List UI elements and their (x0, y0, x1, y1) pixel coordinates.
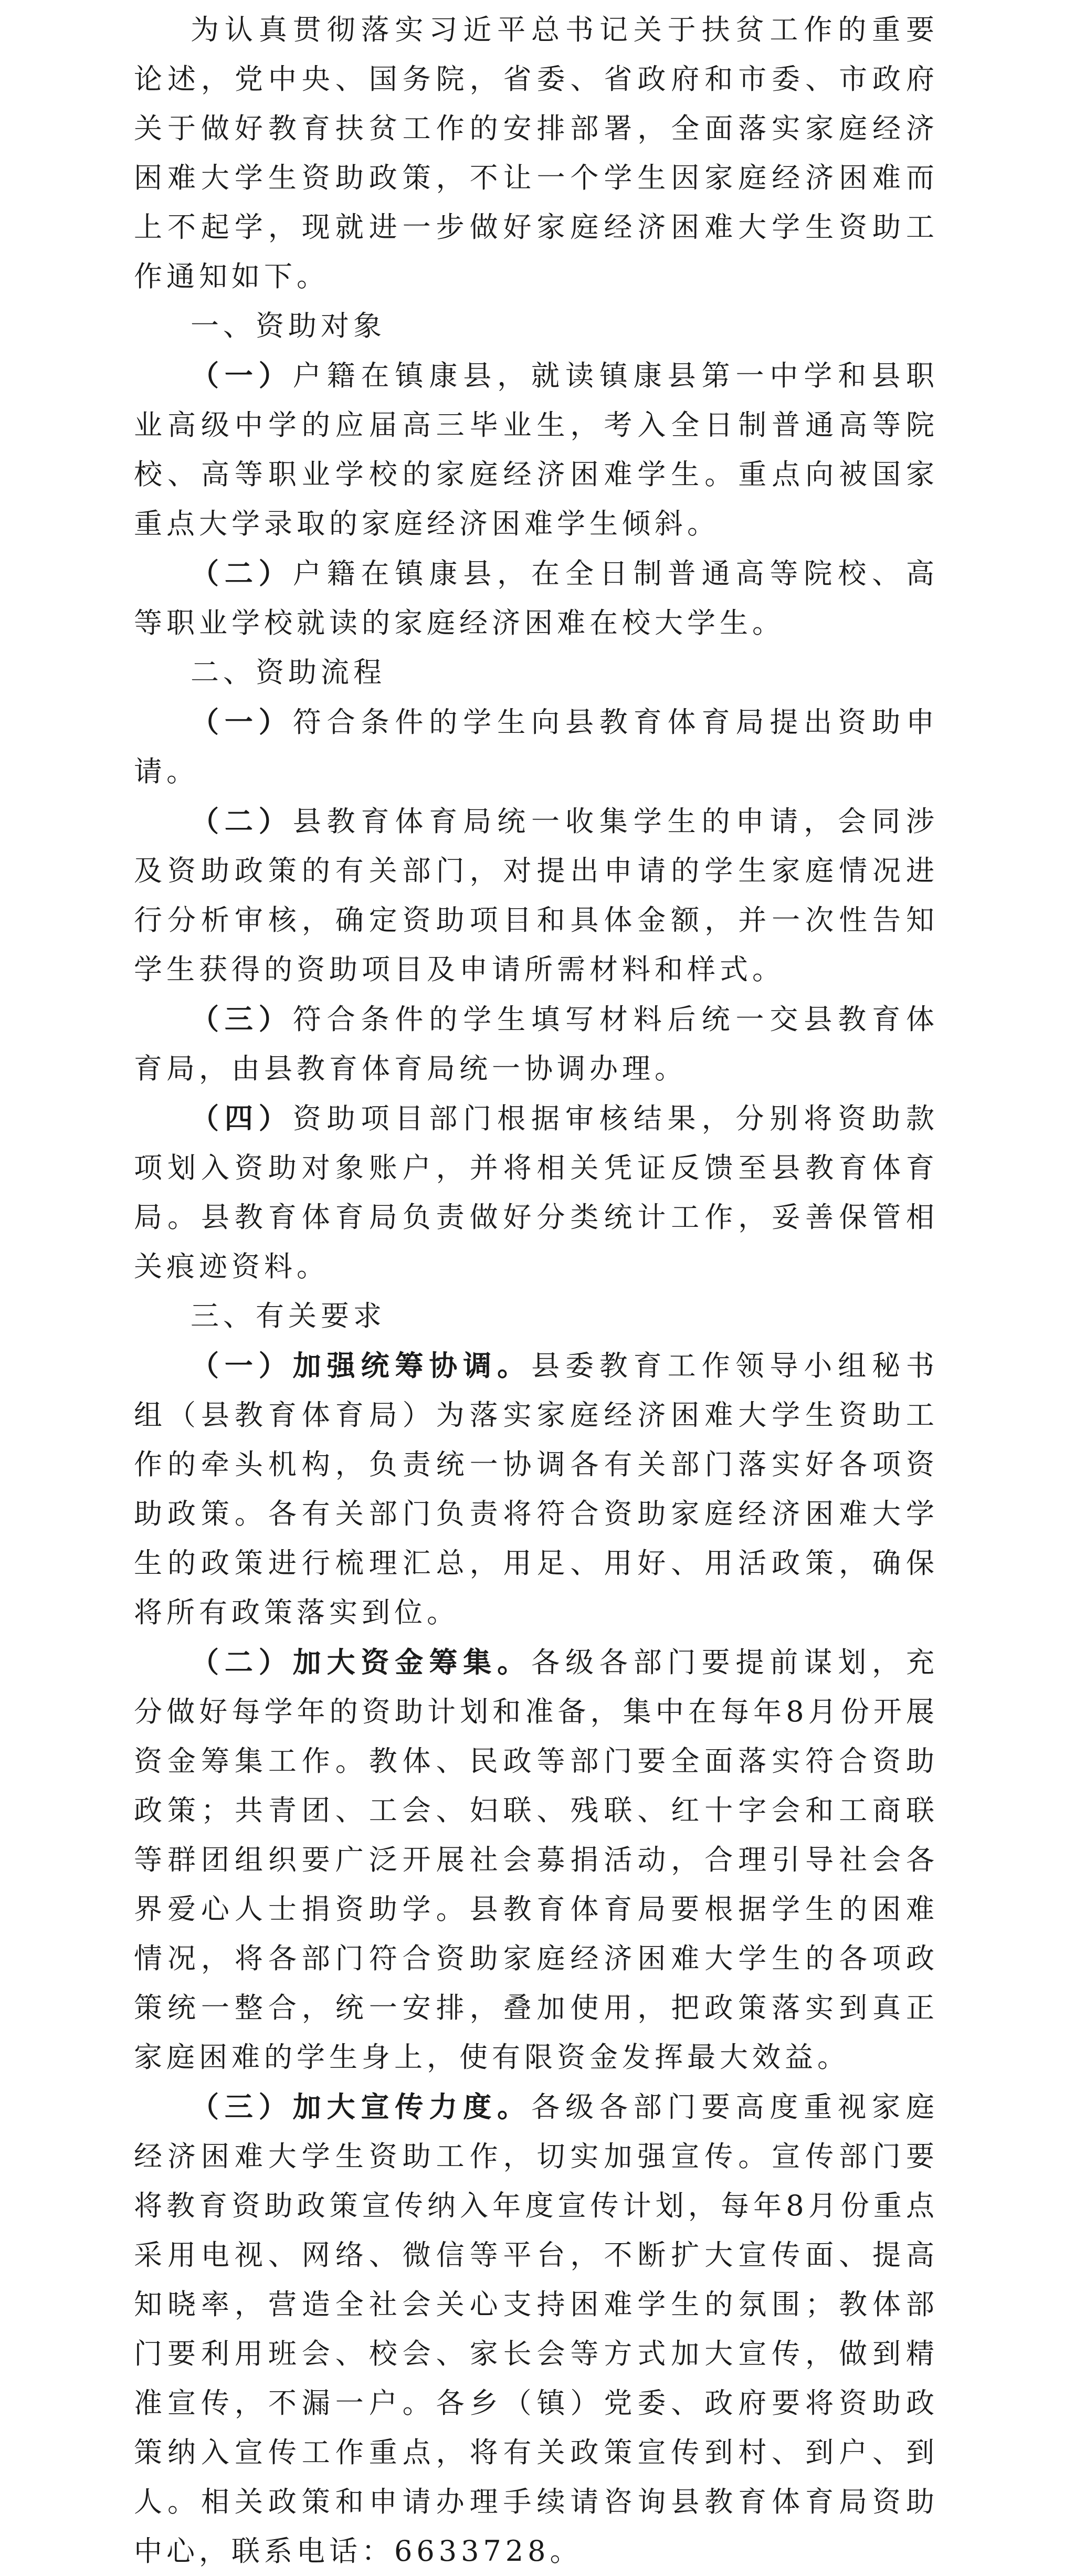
item-label: （二） (191, 1645, 293, 1679)
item-label: （一） (191, 1349, 293, 1382)
item-label: （一） (191, 359, 293, 392)
item-text: 各级各部门要提前谋划，充分做好每学年的资助计划和准备，集中在每年8月份开展资金筹集工作。教体、民政等部门要全面落实符合资助政策；共青团、工会、妇联、残联、红十字会和工商联等群团组织要广泛开展社会募捐活动，合理引导社会各界爱心人士捐资助学。县教育体育局要根据学生的困难情况，将各部门符合资助家庭经济困难大学生的各项政策统一整合，统一安排，叠加使用，把政策落实到真正家庭困难的学生身上，使有限资金发挥最大效益。 (134, 1646, 939, 2074)
item-text: 户籍在镇康县，就读镇康县第一中学和县职业高级中学的应届高三毕业生，考入全日制普通高等院校、高等职业学校的家庭经济困难学生。重点向被国家重点大学录取的家庭经济困难学生倾斜。 (134, 359, 939, 540)
section-1-item-1 (134, 351, 939, 549)
section-3-item-3 (134, 2082, 939, 2576)
item-text: 户籍在镇康县，在全日制普通高等院校、高等职业学校就读的家庭经济困难在校大学生。 (134, 557, 939, 639)
item-label: （三） (191, 1002, 293, 1036)
item-text: 资助项目部门根据审核结果，分别将资助款项划入资助对象账户，并将相关凭证反馈至县教育体育局。县教育体育局负责做好分类统计工作，妥善保管相关痕迹资料。 (134, 1102, 939, 1283)
item-label: （三） (191, 2090, 293, 2123)
section-3-item-1 (134, 1341, 939, 1637)
section-heading-1: 一、资助对象 (191, 309, 386, 342)
item-label: （四） (191, 1101, 293, 1135)
item-lead: 加大宣传力度。 (292, 2090, 532, 2123)
section-2-item-4 (134, 1094, 939, 1291)
item-label: （二） (191, 804, 293, 838)
section-3-item-2 (134, 1637, 939, 2082)
item-text: 符合条件的学生向县教育体育局提出资助申请。 (134, 706, 939, 788)
section-heading-2: 二、资助流程 (191, 656, 386, 689)
item-text: 符合条件的学生填写材料后统一交县教育体育局，由县教育体育局统一协调办理。 (134, 1003, 939, 1085)
intro-paragraph: 为认真贯彻落实习近平总书记关于扶贫工作的重要论述，党中央、国务院，省委、省政府和市委、市政府关于做好教育扶贫工作的安排部署，全面落实家庭经济困难大学生资助政策，不让一个学生因家庭经济困难而上不起学，现就进一步做好家庭经济困难大学生资助工作通知如下。 (134, 13, 939, 293)
item-label: （一） (191, 705, 293, 739)
item-label: （二） (191, 556, 293, 590)
section-1-item-2 (134, 549, 939, 648)
item-lead: 加大资金筹集。 (292, 1645, 532, 1679)
item-text: 县教育体育局统一收集学生的申请，会同涉及资助政策的有关部门，对提出申请的学生家庭情况进行分析审核，确定资助项目和具体金额，并一次性告知学生获得的资助项目及申请所需材料和样式。 (134, 805, 939, 986)
item-text: 各级各部门要高度重视家庭经济困难大学生资助工作，切实加强宣传。宣传部门要将教育资助政策宣传纳入年度宣传计划，每年8月份重点采用电视、网络、微信等平台，不断扩大宣传面、提高知晓率，营造全社会关心支持困难学生的氛围；教体部门要利用班会、校会、家长会等方式加大宣传，做到精准宣传，不漏一户。各乡（镇）党委、政府要将资助政策纳入宣传工作重点，将有关政策宣传到村、到户、到人。相关政策和申请办理手续请咨询县教育体育局资助中心，联系电话：6633728。 (134, 2090, 939, 2568)
section-2-item-1 (134, 697, 939, 796)
section-2-item-3 (134, 994, 939, 1094)
item-lead: 加强统筹协调。 (292, 1349, 532, 1382)
section-2-item-2 (134, 796, 939, 994)
section-heading-3: 三、有关要求 (191, 1299, 386, 1332)
item-text: 县委教育工作领导小组秘书组（县教育体育局）为落实家庭经济困难大学生资助工作的牵头机构，负责统一协调各有关部门落实好各项资助政策。各有关部门负责将符合资助家庭经济困难大学生的政策进行梳理汇总，用足、用好、用活政策，确保将所有政策落实到位。 (134, 1349, 939, 1629)
